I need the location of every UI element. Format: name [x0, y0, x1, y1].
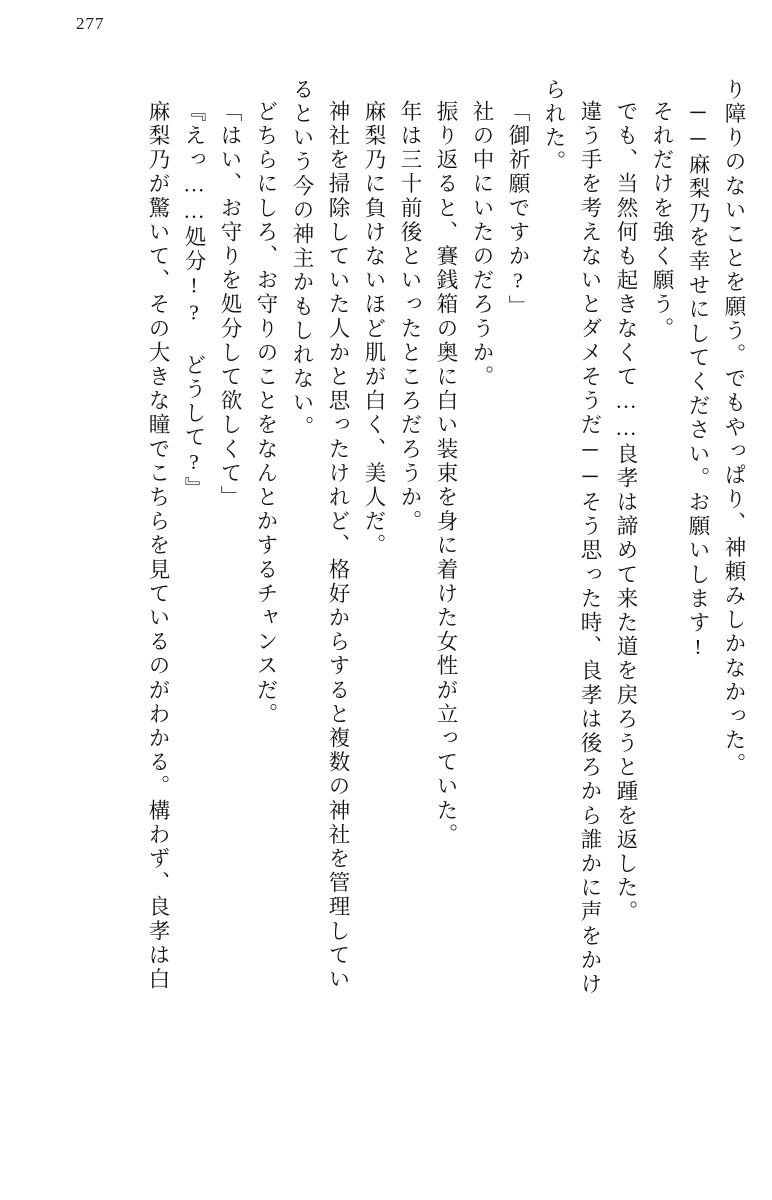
text-line: それだけを強く願う。 [650, 100, 674, 341]
text-line: 「はい、お守りを処分して欲しくて」 [218, 100, 242, 510]
text-line: 違う手を考えないとダメそうだ──そう思った時、良孝は後ろから誰かに声をかけ [578, 100, 602, 997]
text-line: 振り返ると、賽銭箱の奥に白い装束を身に着けた女性が立っていた。 [434, 100, 458, 848]
text-line: 『えっ……処分!? どうして?』 [182, 100, 206, 501]
text-line: どちらにしろ、お守りのことをなんとかするチャンスだ。 [254, 100, 278, 727]
text-line: 麻梨乃が驚いて、その大きな瞳でこちらを見ているのがわかる。構わず、良孝は白 [146, 100, 170, 992]
text-line: 麻梨乃に負けないほど肌が白く、美人だ。 [362, 100, 386, 558]
text-line: 年は三十前後といったところだろうか。 [398, 100, 422, 534]
text-line: られた。 [542, 78, 566, 175]
page-number: 277 [76, 14, 105, 33]
text-line: ──麻梨乃を幸せにしてください。お願いします! [686, 100, 710, 662]
text-line: 神社を掃除していた人かと思ったけれど、格好からすると複数の神社を管理してい [326, 100, 350, 992]
text-line: 「御祈願ですか?」 [506, 100, 530, 320]
text-line: 社の中にいたのだろうか。 [470, 100, 494, 390]
text-line: でも、当然何も起きなくて……良孝は諦めて来た道を戻ろうと踵を返した。 [614, 100, 638, 925]
text-line: るという今の神主かもしれない。 [290, 78, 314, 440]
vertical-body-text [44, 78, 744, 1158]
text-line: り障りのないことを願う。でもやっぱり、神頼みしかなかった。 [722, 78, 746, 777]
